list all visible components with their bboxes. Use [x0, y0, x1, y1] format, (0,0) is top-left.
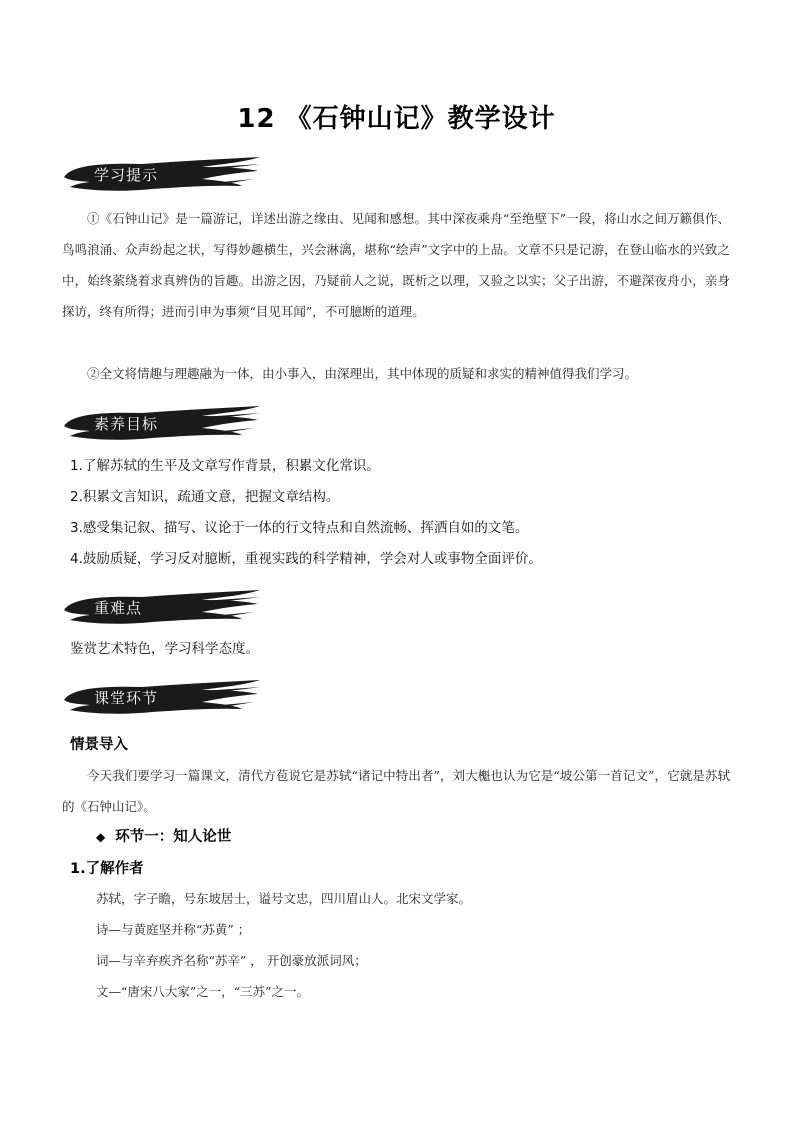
- sub1-title: 1.了解作者: [70, 861, 144, 877]
- tips-paragraph-2: ②全文将情趣与理趣融为一体，由小事入，由深理出，其中体现的质疑和求实的精神值得我们学习。: [87, 366, 638, 381]
- section-header-class: [62, 678, 262, 718]
- goal-item: 4.鼓励质疑，学习反对臆断，重视实践的科学精神，学会对人或事物全面评价。: [70, 551, 542, 567]
- ink-brush-banner: [62, 588, 262, 628]
- section-title: 重难点: [94, 599, 143, 617]
- page-title: 12 《石钟山记》教学设计: [237, 104, 556, 134]
- ink-brush-banner: [62, 404, 262, 444]
- section-title: 学习提示: [94, 166, 159, 184]
- diamond-bullet-icon: ◆: [96, 830, 106, 844]
- intro-title: 情景导入: [70, 737, 128, 753]
- author-line: 诗—与黄庭坚并称“苏黄” ；: [96, 922, 251, 937]
- section-title: 素养目标: [94, 415, 159, 433]
- ink-brush-banner: [62, 155, 262, 195]
- section-header-key: [62, 588, 262, 628]
- tips-paragraph-1: ①《石钟山记》是一篇游记，详述出游之缘由、见闻和感想。其中深夜乘舟“至绝壁下”一段，将山水之间万籁俱作、鸟鸣浪涌、众声纷起之状，写得妙趣横生，兴会淋漓，堪称“绘声”文字中的上品。文章不只是记游，在登山临水的兴致之中，始终萦绕着求真辨伪的旨趣。出游之因，乃疑前人之说，既析之以理，又验之以实；父子出游，不避深夜舟小，亲身探访，终有所得；进而引申为事须“目见耳闻”，不可臆断的道理。: [62, 211, 730, 319]
- section-title: 课堂环节: [94, 689, 159, 707]
- section-header-tips: [62, 155, 262, 195]
- author-line: 文—“唐宋八大家”之一，“三苏”之一。: [96, 984, 310, 999]
- ink-brush-banner: [62, 678, 262, 718]
- author-line: 苏轼，字子瞻，号东坡居士，谥号文忠，四川眉山人。北宋文学家。: [96, 891, 472, 906]
- section-header-goals: [62, 404, 262, 444]
- key-points-text: 鉴赏艺术特色，学习科学态度。: [70, 641, 259, 657]
- step1-heading: [96, 825, 231, 846]
- goal-item: 2.积累文言知识，疏通文意，把握文章结构。: [70, 489, 340, 505]
- author-line: 词—与辛弃疾齐名称“苏辛” ， 开创豪放派词风；: [96, 953, 367, 968]
- goal-item: 1.了解苏轼的生平及文章写作背景，积累文化常识。: [70, 458, 380, 474]
- goal-item: 3.感受集记叙、描写、议论于一体的行文特点和自然流畅、挥洒自如的文笔。: [70, 520, 529, 536]
- intro-paragraph: 今天我们要学习一篇课文，清代方苞说它是苏轼“诸记中特出者”，刘大櫆也认为它是“坡公第一首记文”，它就是苏轼的《石钟山记》。: [62, 768, 730, 814]
- step1-title: 环节一：知人论世: [115, 829, 232, 845]
